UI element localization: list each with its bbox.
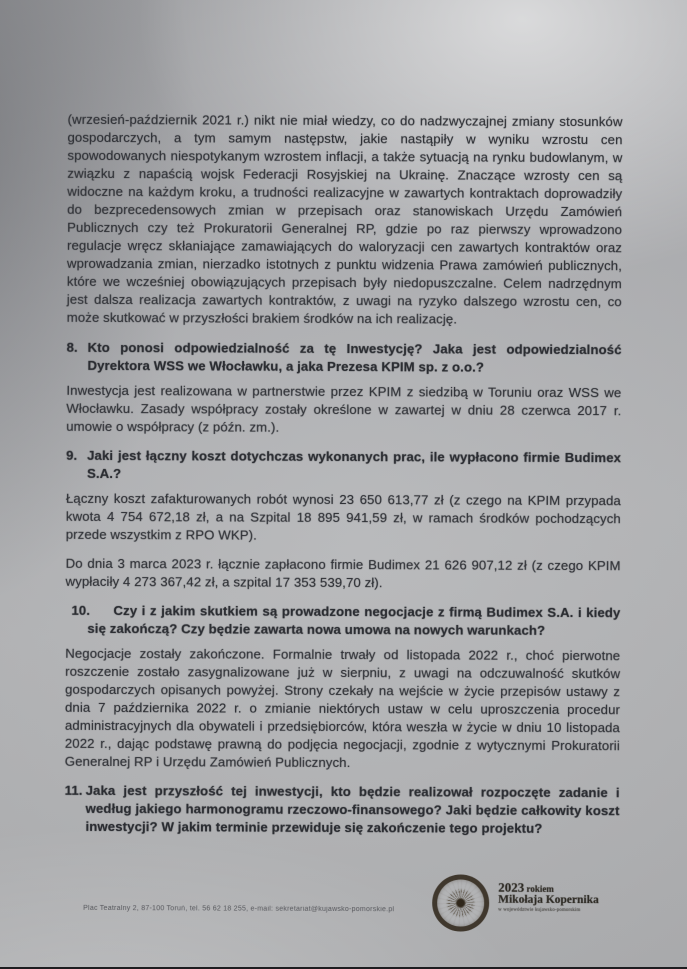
question-11-text: Jaka jest przyszłość tej inwestycji, kto będzie realizował rozpoczęte zadanie i według jakiego harmonogramu rzeczowo-finansowego? Jaki będzie całkowity koszt inwestycji? W jakim terminie przewiduje się zakończenie tego projektu? bbox=[85, 782, 620, 836]
question-8 bbox=[66, 339, 621, 377]
logo-year: 2023 bbox=[498, 879, 525, 895]
logo-year-suffix: rokiem bbox=[526, 883, 554, 894]
question-10-text: Czy i z jakim skutkiem są prowadzone negocjacje z firmą Budimex S.A. i kiedy się zakończą? Czy będzie zawarta nowa umowa na nowych warunkach? bbox=[87, 602, 621, 638]
logo-name: Mikołaja Kopernika bbox=[498, 893, 599, 907]
logo-tagline: w województwie kujawsko-pomorskim bbox=[498, 907, 581, 914]
question-8-number: 8. bbox=[66, 339, 78, 355]
logo-text bbox=[498, 875, 599, 913]
question-9-text: Jaki jest łączny koszt dotychczas wykonanych prac, ile wypłacono firmie Budimex S.A.? bbox=[87, 447, 622, 482]
question-10 bbox=[65, 602, 620, 640]
answer-8: Inwestycja jest realizowana w partnerstwie przez KPIM z siedzibą w Toruniu oraz WSS we Włocławku. Zasady współpracy zostały określone w zawartej w dniu 28 czerwca 2017 r. umowie o współpracy (z późn. zm.). bbox=[66, 382, 622, 435]
copernicus-2023-logo bbox=[432, 874, 599, 932]
logo-line-1 bbox=[498, 879, 599, 895]
question-9-number: 9. bbox=[66, 447, 78, 463]
question-10-number: 10. bbox=[71, 602, 91, 618]
answer-10: Negocjacje zostały zakończone. Formalnie trwały od listopada 2022 r., choć pierwotne roszczenie zostało zasygnalizowane już w sierpniu, z uwagi na odczuwalność skutków gospodarczych opisanych powyżej. Strony czekały na wejście w życie przepisów ustawy z dnia 7 października 2022 r. o zmianie niektórych ustaw w celu uproszczenia procedur administracyjnych dla obywateli i przedsiębiorców, która weszła w życie w dniu 10 listopada 2022 r., dając podstawę prawną do podjęcia negocjacji, zgodnie z wytycznymi Prokuratorii Generalnej RP i Urzędu Zamówień Publicznych. bbox=[64, 645, 621, 771]
heliocentric-sun-icon bbox=[432, 874, 489, 931]
answer-9-paragraph-2: Do dnia 3 marca 2023 r. łącznie zapłacono firmie Budimex 21 626 907,12 zł (z czego KPIM wypłaciły 4 273 367,42 zł, a szpital 17 353 539,70 zł). bbox=[65, 555, 621, 591]
answer-9-paragraph-1: Łączny koszt zafakturowanych robót wynosi 23 650 613,77 zł (z czego na KPIM przypada kwota 4 754 672,18 zł, a na Szpital 18 895 941,59 zł, w ramach środków pochodzących przede wszystkim z RPO WKP). bbox=[65, 490, 621, 543]
question-11 bbox=[64, 782, 619, 838]
question-8-text: Kto ponosi odpowiedzialność za tę Inwestycję? Jaka jest odpowiedzialność Dyrektora WSS we Włocławku, a jaka Prezesa KPIM sp. z o.o.? bbox=[87, 339, 622, 375]
footer-address: Plac Teatralny 2, 87-100 Toruń, tel. 56 62 18 255, e-mail: sekretariat@kujawsko-pomorskie.pl bbox=[83, 904, 395, 914]
question-9 bbox=[66, 447, 621, 485]
document-body bbox=[64, 111, 622, 845]
question-11-number: 11. bbox=[64, 782, 83, 798]
intro-paragraph: (wrzesień-październik 2021 r.) nikt nie miał wiedzy, co do nadzwyczajnej zmiany stosunków gospodarczych, a tym samym następstw, jakie nastąpiły w wyniku wzrostu cen spowodowanych niespotykanym wzrostem inflacji, a także sytuacją na rynku budowlanym, w związku z napaścią wojsk Federacji Rosyjskiej na Ukrainę. Znaczące wzrosty cen są widoczne na każdym kroku, a trudności realizacyjne w zawartych kontraktach doprowadziły do bezprecedensowych zmian w przepisach oraz stanowiskach Urzędu Zamówień Publicznych czy też Prokuratorii Generalnej RP, gdzie po raz pierwszy wprowadzono regulacje wręcz skłaniające zamawiających do waloryzacji cen zawartych kontraktów oraz wprowadzania zmian, nierzadko istotnych z punktu widzenia Prawa zamówień publicznych, które we wcześniej obowiązujących przepisach były niedopuszczalne. Celem nadrzędnym jest dalsza realizacja zawartych kontraktów, z uwagi na ryzyko dalszego wzrostu cen, co może skutkować w przyszłości brakiem środków na ich realizację. bbox=[66, 111, 623, 327]
